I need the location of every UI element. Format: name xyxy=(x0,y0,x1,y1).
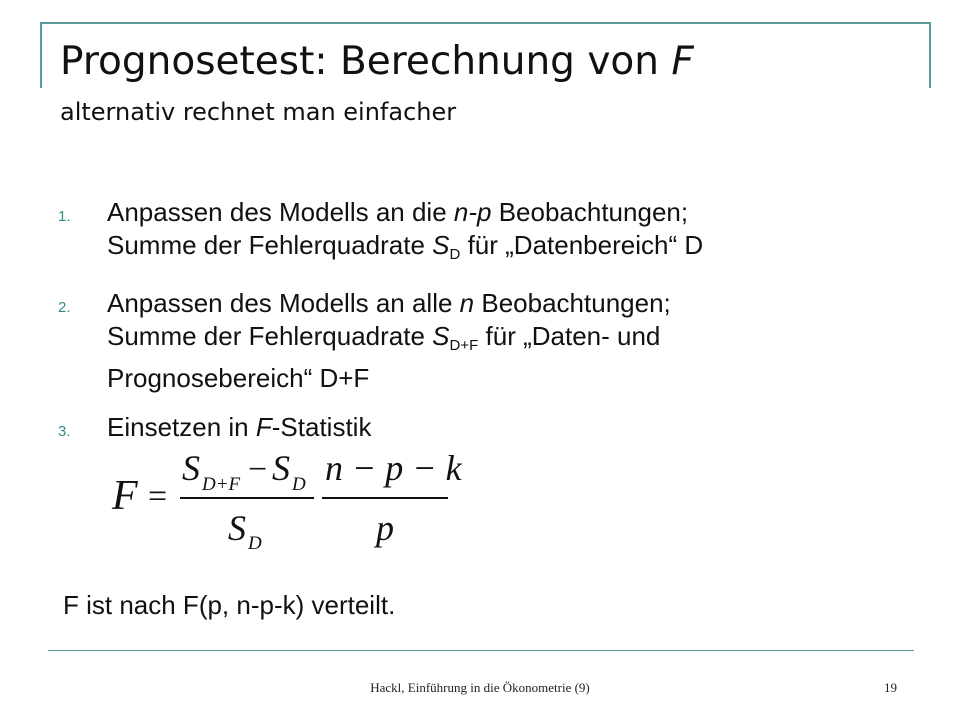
step-3-text-a: Einsetzen in xyxy=(107,412,256,442)
slide-subtitle: alternativ rechnet man einfacher xyxy=(60,98,457,126)
f-statistic-formula xyxy=(100,444,480,556)
frame-left-rule xyxy=(40,22,42,88)
step-1-text-d: für „Datenbereich“ D xyxy=(460,230,704,260)
step-1-line-1 xyxy=(107,196,918,229)
step-1-text-a: Anpassen des Modells an die xyxy=(107,197,454,227)
distribution-note: F ist nach F(p, n-p-k) verteilt. xyxy=(63,590,396,620)
step-2-line-2 xyxy=(107,320,918,362)
step-2-line-1 xyxy=(107,287,918,320)
step-3-italic: F xyxy=(255,412,272,442)
step-1-text-b: Beobachtungen; xyxy=(491,197,689,227)
formula-num2: n − p − k xyxy=(325,448,462,488)
frame-right-rule xyxy=(929,22,931,88)
step-2-subscript: D+F xyxy=(449,337,479,354)
formula-num1-sub2: D xyxy=(292,474,306,495)
slide-title-variable: F xyxy=(671,39,694,84)
step-1-text-c: Summe der Fehlerquadrate xyxy=(107,230,433,260)
footer-text: Hackl, Einführung in die Ökonometrie (9) xyxy=(370,680,590,695)
step-3-line-1 xyxy=(107,411,918,444)
step-2-symbol: S xyxy=(432,321,450,351)
formula-equals: = xyxy=(148,478,168,515)
formula-den2: p xyxy=(376,508,394,548)
formula-num1-s: S xyxy=(182,448,200,488)
formula-num1-s2: S xyxy=(272,448,290,488)
formula-num1-minus: − xyxy=(248,451,268,488)
step-2-italic: n xyxy=(459,288,475,318)
step-1-symbol: S xyxy=(432,230,450,260)
page-number: 19 xyxy=(884,680,897,695)
step-1-italic: n-p xyxy=(453,197,492,227)
formula-den1-s: S xyxy=(228,508,246,548)
frame-top-rule xyxy=(40,22,931,24)
step-2-text-c: Summe der Fehlerquadrate xyxy=(107,321,433,351)
step-1-line-2 xyxy=(107,229,918,271)
slide-title xyxy=(60,40,694,85)
step-2-number: 2. xyxy=(58,299,71,316)
step-2-text-a: Anpassen des Modells an alle xyxy=(107,288,460,318)
step-3-number: 3. xyxy=(58,423,71,440)
step-1-number: 1. xyxy=(58,208,71,225)
formula-num1-sub: D+F xyxy=(202,474,241,495)
step-3 xyxy=(58,411,918,444)
step-1 xyxy=(58,196,918,271)
formula-lhs: F xyxy=(112,473,138,519)
step-2 xyxy=(58,287,918,395)
slide-title-text: Prognosetest: Berechnung von xyxy=(60,39,672,84)
steps-list xyxy=(58,196,918,460)
step-2-text-d: für „Daten- und xyxy=(478,321,661,351)
step-2-line-3: Prognosebereich“ D+F xyxy=(107,363,370,393)
step-2-text-b: Beobachtungen; xyxy=(474,288,671,318)
formula-den1-sub: D xyxy=(248,533,262,554)
step-3-text-b: -Statistik xyxy=(271,412,372,442)
footer-rule xyxy=(48,650,914,651)
step-1-subscript: D xyxy=(449,246,461,263)
